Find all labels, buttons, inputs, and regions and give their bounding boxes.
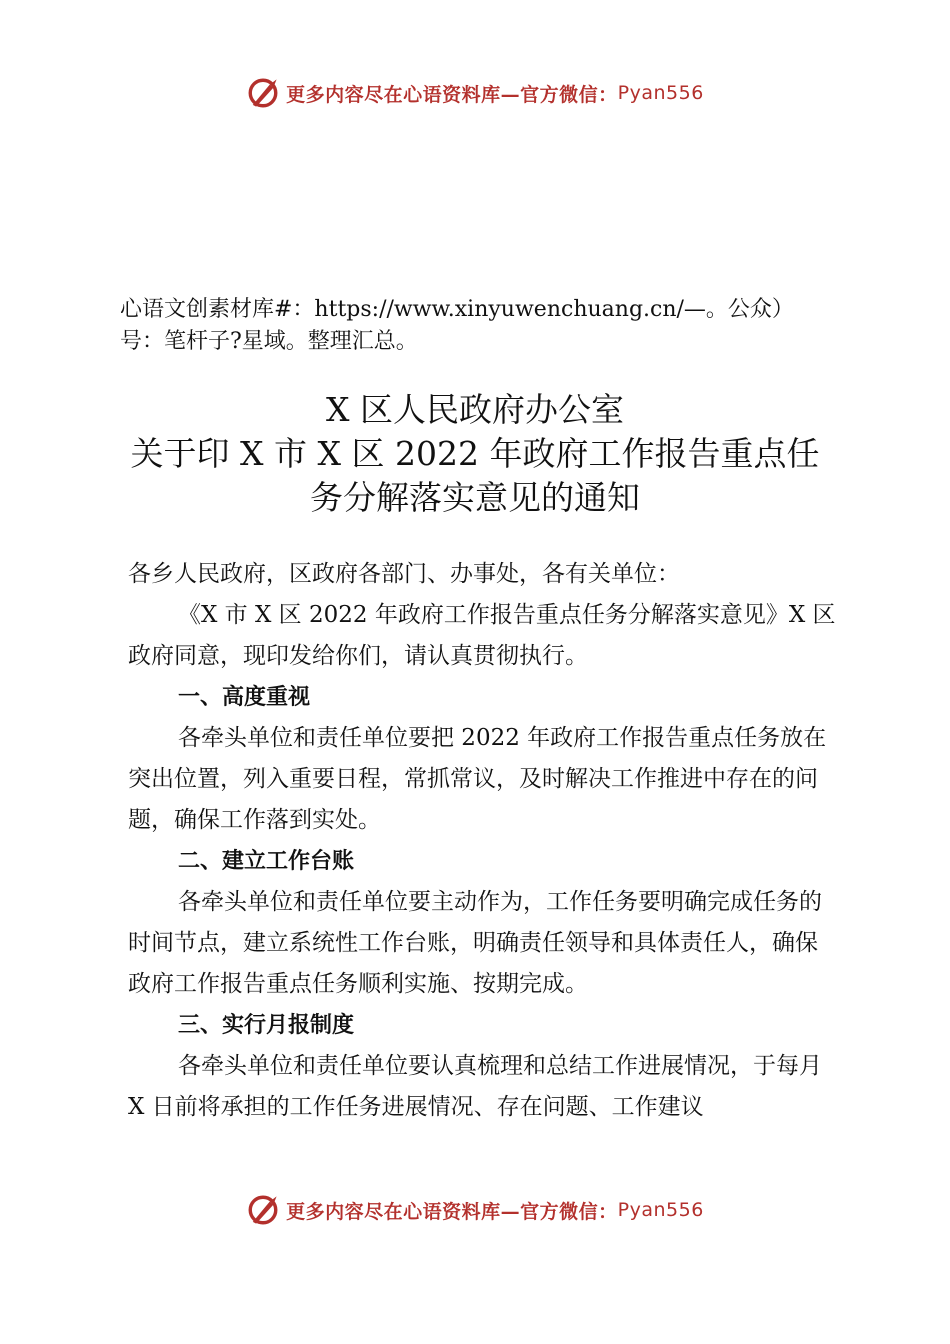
section-heading-2: 二、建立工作台账 [178, 849, 355, 874]
title-line-1: X 区人民政府办公室 [326, 390, 624, 429]
watermark-wechat-id: Pyan556 [617, 1199, 704, 1221]
title-line-2: 关于印 X 市 X 区 2022 年政府工作报告重点任 [130, 434, 820, 473]
section-heading-1: 一、高度重视 [178, 685, 311, 710]
source-note-line-1: 心语文创素材库#：https://www.xinyuwenchuang.cn/—。公众） [120, 297, 794, 322]
watermark-text: 更多内容尽在心语资料库—官方微信： [286, 1200, 618, 1223]
paragraph-intro: 《X 市 X 区 2022 年政府工作报告重点任务分解落实意见》X 区政府同意，现印发给你们，请认真贯彻执行。 [128, 602, 836, 669]
watermark-banner-top [0, 73, 950, 113]
salutation: 各乡人民政府，区政府各部门、办事处，各有关单位： [128, 561, 680, 587]
watermark-text: 更多内容尽在心语资料库—官方微信： [286, 83, 618, 106]
section-heading-3: 三、实行月报制度 [178, 1013, 355, 1038]
paragraph-section-2: 各牵头单位和责任单位要主动作为，工作任务要明确完成任务的时间节点，建立系统性工作台账，明确责任领导和具体责任人，确保政府工作报告重点任务顺利实施、按期完成。 [128, 889, 822, 997]
document-title [0, 388, 950, 520]
watermark-wechat-id: Pyan556 [617, 82, 704, 104]
source-note [120, 294, 840, 358]
document-body [128, 554, 836, 1128]
quill-pen-logo-icon [246, 76, 280, 110]
quill-pen-logo-icon [246, 1193, 280, 1227]
source-note-line-2: 号：笔杆子?星域。整理汇总。 [120, 329, 418, 354]
paragraph-section-1: 各牵头单位和责任单位要把 2022 年政府工作报告重点任务放在突出位置，列入重要日程，常抓常议，及时解决工作推进中存在的问题，确保工作落到实处。 [128, 725, 827, 833]
title-line-3: 务分解落实意见的通知 [310, 478, 640, 517]
watermark-banner-bottom [0, 1190, 950, 1230]
paragraph-section-3: 各牵头单位和责任单位要认真梳理和总结工作进展情况，于每月 X 日前将承担的工作任务进展情况、存在问题、工作建议 [128, 1053, 822, 1120]
